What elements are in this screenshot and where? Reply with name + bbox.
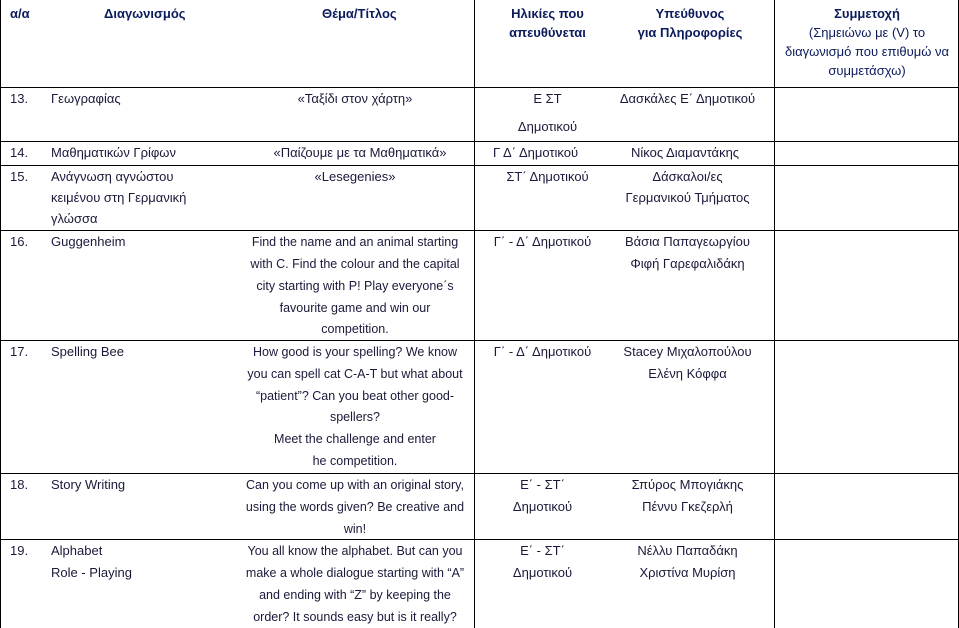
row-number: 14. <box>10 145 29 160</box>
topic-line: and ending with “Z” by keeping the <box>259 588 451 602</box>
contact-person: Βάσια Παπαγεωργίου <box>625 234 750 249</box>
header-competition: Διαγωνισμός <box>104 6 186 21</box>
header-ages-line1: Ηλικίες που <box>511 6 584 21</box>
competition-name: Spelling Bee <box>51 344 124 359</box>
competition-name: Alphabet <box>51 543 103 558</box>
age-group: Γ΄ - Δ΄ Δημοτικού <box>493 344 592 359</box>
topic-title: «Ταξίδι στον χάρτη» <box>297 91 413 106</box>
age-group: ΣΤ΄ Δημοτικού <box>506 169 589 184</box>
topic-line: using the words given? Be creative and <box>245 500 465 514</box>
table-border-left <box>0 0 1 628</box>
competition-name: γλώσσα <box>51 211 98 226</box>
header-participation-line3: συμμετάσχω) <box>828 63 906 78</box>
topic-line: spellers? <box>329 410 381 424</box>
contact-person: Δασκάλες Ε΄ Δημοτικού <box>619 91 756 106</box>
competition-name: Story Writing <box>51 477 126 492</box>
topic-line: you can spell cat C-A-T but what about <box>247 367 463 381</box>
age-group: Γ΄ - Δ΄ Δημοτικού <box>493 234 592 249</box>
age-group: Δημοτικού <box>512 499 573 514</box>
row-number: 16. <box>10 234 29 249</box>
topic-line: You all know the alphabet. But can you <box>247 544 463 558</box>
competition-name: Ανάγνωση αγνώστου <box>51 169 174 184</box>
topic-line: with C. Find the colour and the capital <box>250 257 460 271</box>
age-group: Ε΄ - ΣΤ΄ <box>520 477 565 492</box>
row-number: 18. <box>10 477 29 492</box>
column-divider-topic <box>474 0 475 628</box>
topic-line: Find the name and an animal starting <box>251 235 459 249</box>
competition-name: Γεωγραφίας <box>51 91 121 106</box>
row-number: 17. <box>10 344 29 359</box>
contact-person: Φιφή Γαρεφαλιδάκη <box>630 256 745 271</box>
topic-line: order? It sounds easy but is it really? <box>253 610 457 624</box>
age-group: Δημοτικού <box>517 119 578 134</box>
topic-line: win! <box>343 522 367 536</box>
competition-name: Guggenheim <box>51 234 126 249</box>
header-num: α/α <box>10 6 30 21</box>
contact-person: Νίκος Διαμαντάκης <box>631 145 740 160</box>
row-number: 13. <box>10 91 29 106</box>
topic-title: «Παίζουμε με τα Μαθηματικά» <box>273 145 447 160</box>
row-number: 15. <box>10 169 29 184</box>
contact-person: Χριστίνα Μυρίση <box>639 565 736 580</box>
header-divider <box>0 87 959 88</box>
age-group: Γ Δ΄ Δημοτικού <box>493 145 579 160</box>
contact-person: Ελένη Κόφφα <box>648 366 727 381</box>
row-number: 19. <box>10 543 29 558</box>
topic-line: “patient”? Can you beat other good- <box>255 389 455 403</box>
topic-line: make a whole dialogue starting with “A” <box>245 566 465 580</box>
header-topic: Θέμα/Τίτλος <box>322 6 397 21</box>
topic-title: «Lesegenies» <box>314 169 396 184</box>
contact-person: Νέλλυ Παπαδάκη <box>637 543 738 558</box>
competition-name: Μαθηματικών Γρίφων <box>51 145 176 160</box>
topic-line: competition. <box>321 322 389 336</box>
topic-line: city starting with P! Play everyone΄s <box>256 279 454 293</box>
header-participation-line2: διαγωνισμό που επιθυμώ να <box>784 44 950 59</box>
competition-name: Role - Playing <box>51 565 132 580</box>
topic-line: favourite game and win our <box>279 301 431 315</box>
age-group: Ε ΣΤ <box>533 91 562 106</box>
topic-line: How good is your spelling? We know <box>252 345 458 359</box>
header-ages-line2: απευθύνεται <box>509 25 586 40</box>
age-group: Δημοτικού <box>512 565 573 580</box>
contact-person: Δάσκαλοι/ες <box>652 169 723 184</box>
contact-person: Πέννυ Γκεζερλή <box>642 499 733 514</box>
header-participation-title: Συμμετοχή <box>834 6 900 21</box>
contact-person: Stacey Μιχαλοπούλου <box>623 344 752 359</box>
topic-line: Meet the challenge and enter <box>274 432 436 446</box>
contact-person: Γερμανικού Τμήματος <box>625 190 750 205</box>
header-participation-line1: (Σημειώνω με (V) το <box>808 25 926 40</box>
topic-line: Can you come up with an original story, <box>246 478 464 492</box>
contact-person: Σπύρος Μπογιάκης <box>631 477 744 492</box>
age-group: Ε΄ - ΣΤ΄ <box>520 543 565 558</box>
header-contact-line1: Υπεύθυνος <box>655 6 725 21</box>
competition-name: κειμένου στη Γερμανική <box>51 190 187 205</box>
topic-line: he competition. <box>312 454 398 468</box>
header-contact-line2: για Πληροφορίες <box>637 25 743 40</box>
